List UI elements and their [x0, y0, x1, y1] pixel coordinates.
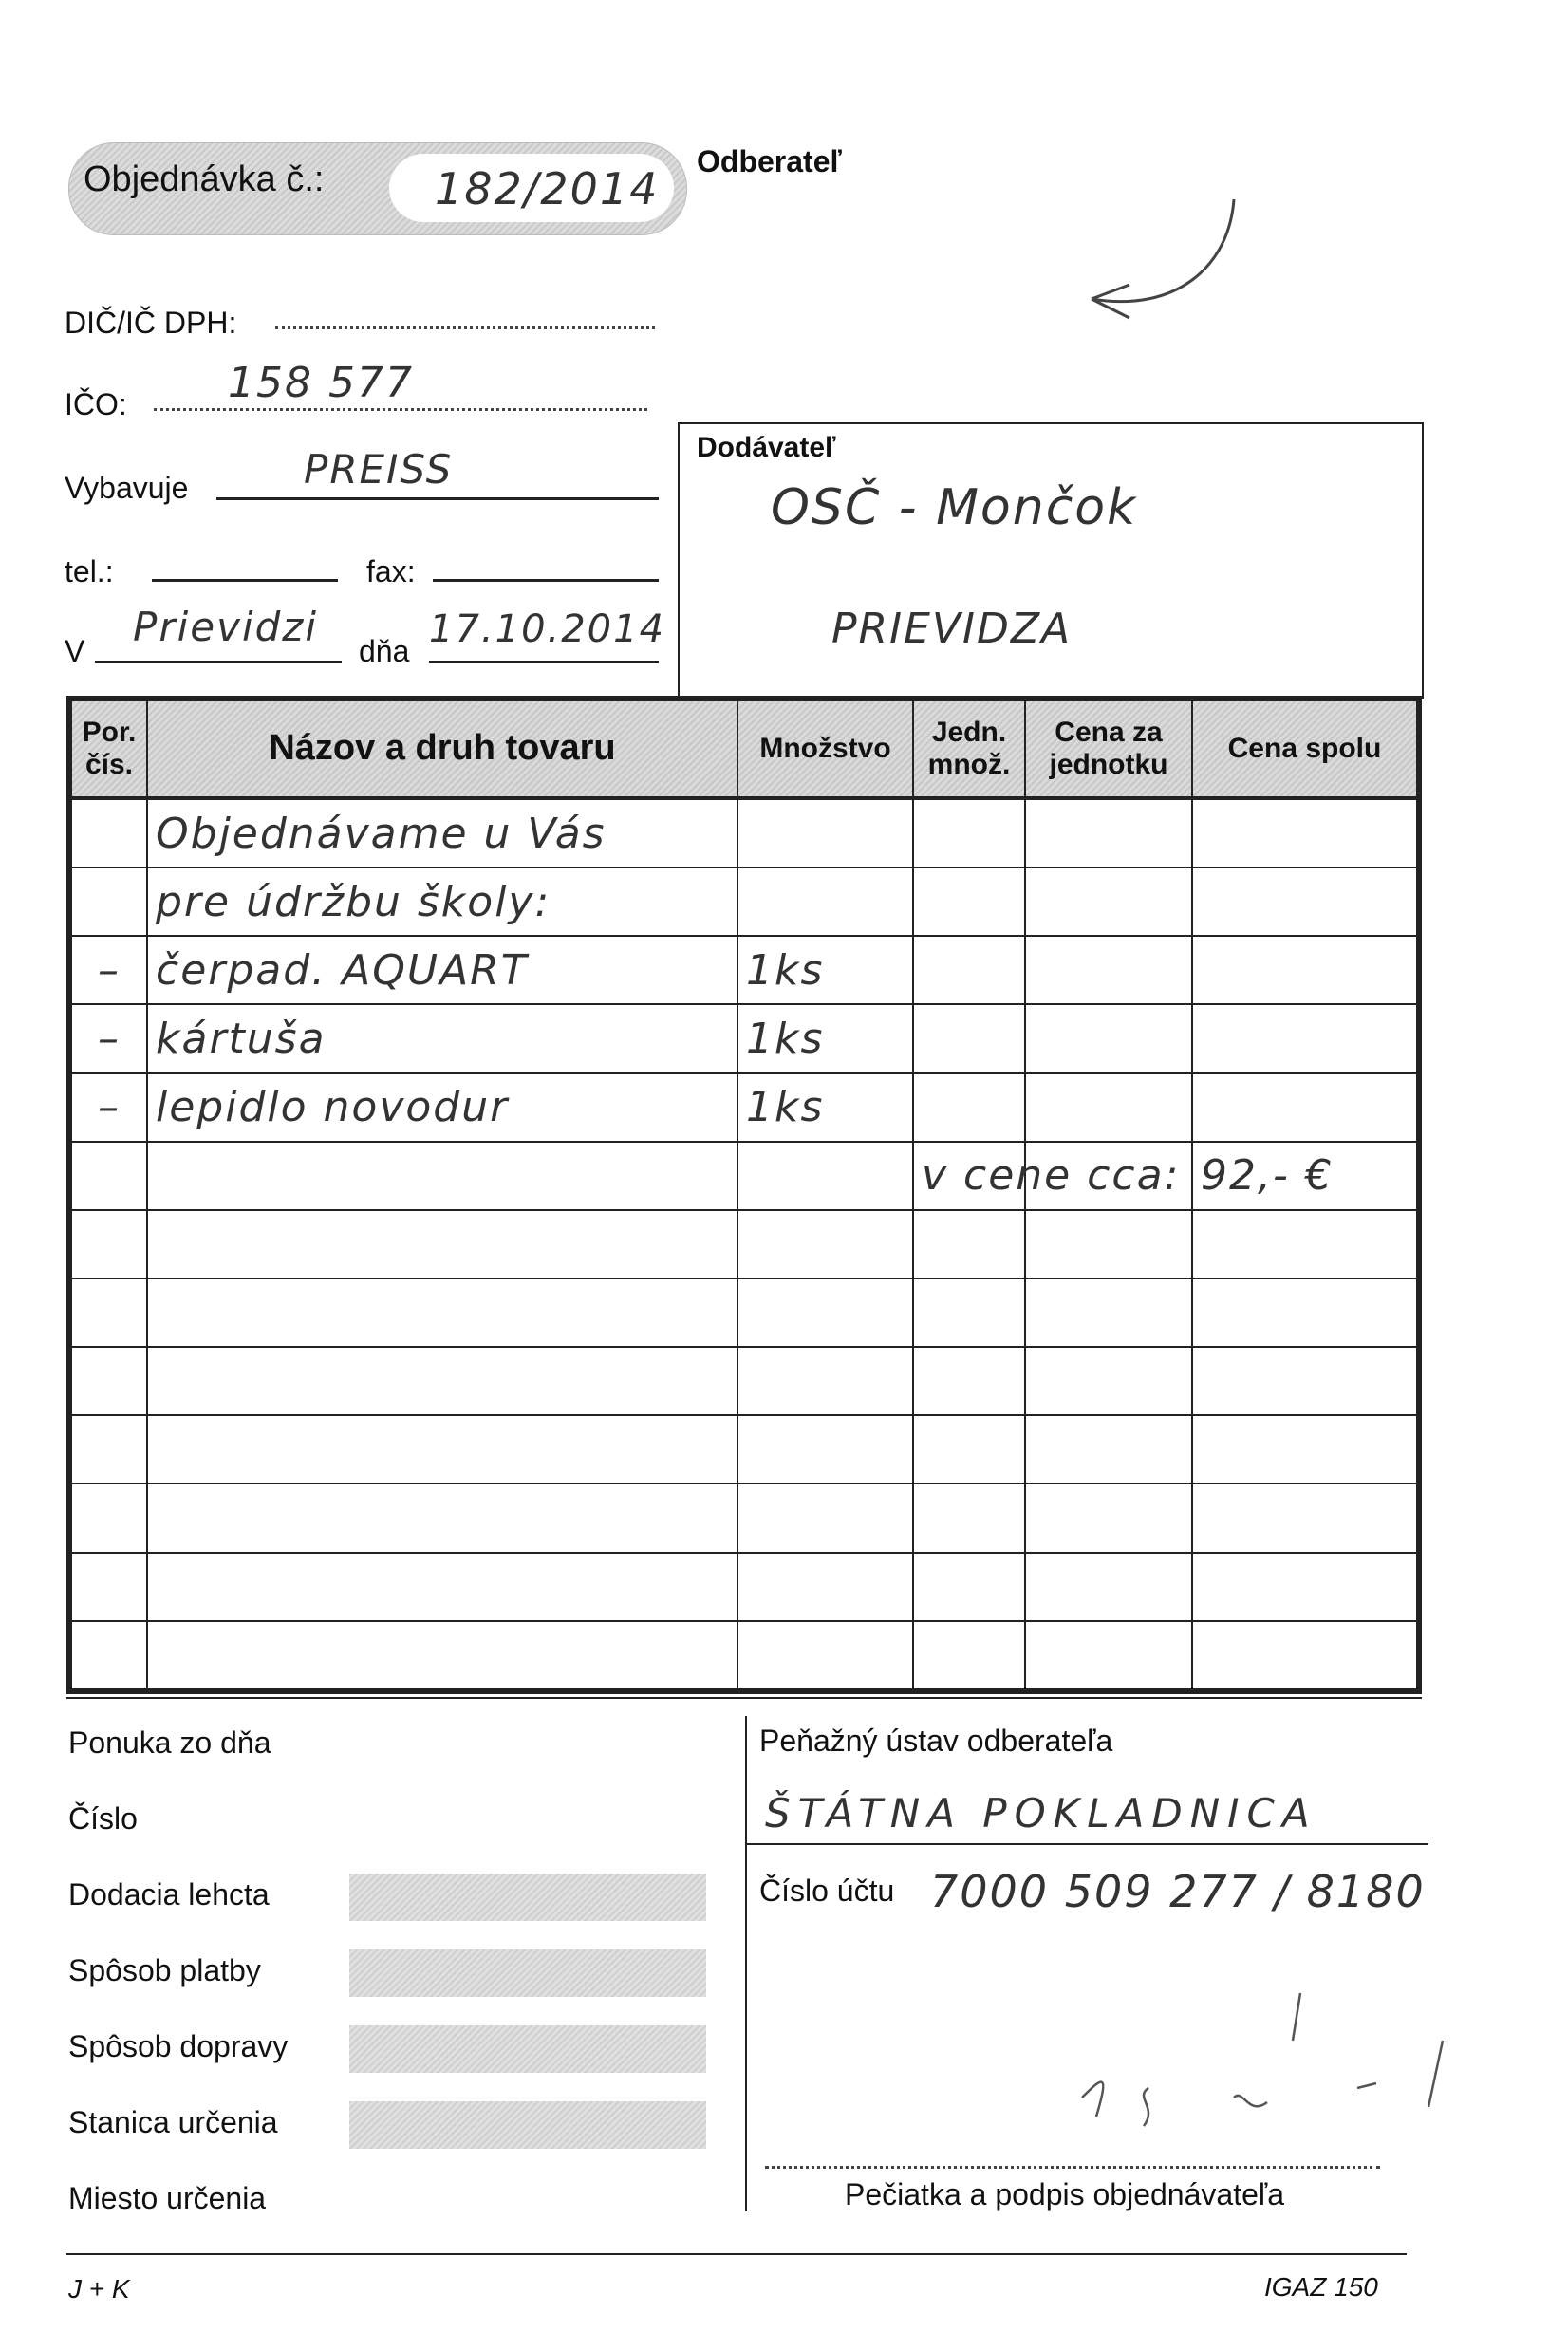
item-unit[interactable]: v cene cca:: [913, 1142, 1025, 1210]
supplier-name: OSČ - Mončok: [771, 479, 1138, 536]
delivery-term-field[interactable]: [349, 1874, 706, 1921]
bank-divider: [745, 1843, 1428, 1845]
item-total[interactable]: [1192, 1073, 1417, 1142]
ico-value: 158 577: [228, 359, 414, 407]
signature-line: [765, 2166, 1380, 2169]
item-quantity[interactable]: [737, 1483, 913, 1552]
item-unit[interactable]: [913, 1347, 1025, 1415]
header-name: Názov a druh tovaru: [147, 700, 737, 798]
item-total[interactable]: [1192, 1004, 1417, 1072]
fax-label: fax:: [366, 554, 416, 588]
item-unit-price[interactable]: [1025, 1073, 1192, 1142]
item-unit-price[interactable]: [1025, 1004, 1192, 1072]
item-unit-price[interactable]: [1025, 1483, 1192, 1552]
item-unit-price[interactable]: [1025, 798, 1192, 867]
header-unit-price: Cena za jednotku: [1025, 700, 1192, 798]
header-number: Por. čís.: [71, 700, 147, 798]
handwritten-arrow-icon: [1063, 190, 1253, 323]
item-unit-price[interactable]: [1025, 1278, 1192, 1347]
item-name[interactable]: [147, 1483, 737, 1552]
item-total[interactable]: [1192, 936, 1417, 1004]
place-value: Prievidzi: [133, 604, 319, 650]
item-unit[interactable]: [913, 798, 1025, 867]
customer-label: Odberateľ: [697, 144, 842, 178]
destination-label: Miesto určenia: [68, 2181, 267, 2215]
offer-label: Ponuka zo dňa: [68, 1725, 271, 1760]
publisher-mark: J + K: [68, 2274, 130, 2303]
footer-vertical-divider: [745, 1716, 747, 2211]
item-unit[interactable]: [913, 867, 1025, 936]
table-header-row: [71, 700, 1417, 798]
bottom-divider: [66, 2253, 1407, 2255]
order-label: Objednávka č.:: [84, 159, 325, 199]
items-table: [66, 696, 1422, 1694]
item-name[interactable]: [147, 1415, 737, 1483]
item-quantity[interactable]: [737, 867, 913, 936]
account-label: Číslo účtu: [759, 1874, 895, 1908]
item-total[interactable]: 92,- €: [1192, 1142, 1417, 1210]
item-unit-price[interactable]: [1025, 867, 1192, 936]
item-name[interactable]: Objednávame u Vás: [147, 798, 737, 867]
item-total[interactable]: [1192, 798, 1417, 867]
order-number-value: 182/2014: [435, 163, 660, 214]
item-total[interactable]: [1192, 1621, 1417, 1689]
item-unit-price[interactable]: [1025, 1415, 1192, 1483]
footer-divider: [66, 1697, 1422, 1699]
row-number[interactable]: –: [71, 936, 147, 1004]
row-number[interactable]: [71, 1415, 147, 1483]
supplier-box: [678, 422, 1424, 699]
item-name[interactable]: [147, 1347, 737, 1415]
item-unit-price[interactable]: [1025, 1621, 1192, 1689]
item-total[interactable]: [1192, 1210, 1417, 1278]
item-quantity[interactable]: 1ks: [737, 1073, 913, 1142]
table-row: [71, 1553, 1417, 1621]
table-row: [71, 798, 1417, 867]
handler-label: Vybavuje: [65, 471, 189, 505]
date-field[interactable]: [429, 661, 659, 663]
item-total[interactable]: [1192, 1347, 1417, 1415]
row-number[interactable]: [71, 1210, 147, 1278]
header-total: Cena spolu: [1192, 700, 1417, 798]
fax-field[interactable]: [433, 579, 659, 582]
table-row: [71, 1210, 1417, 1278]
item-unit[interactable]: [913, 1483, 1025, 1552]
item-quantity[interactable]: 1ks: [737, 1004, 913, 1072]
table-row: [71, 1415, 1417, 1483]
item-quantity[interactable]: [737, 1142, 913, 1210]
form-code: IGAZ 150: [1264, 2272, 1378, 2302]
row-number[interactable]: [71, 1142, 147, 1210]
number-label: Číslo: [68, 1801, 138, 1836]
bank-label: Peňažný ústav odberateľa: [759, 1724, 1113, 1758]
account-value: 7000 509 277 / 8180: [930, 1866, 1426, 1917]
station-label: Stanica určenia: [68, 2105, 278, 2139]
row-number[interactable]: [71, 1553, 147, 1621]
handler-field[interactable]: [216, 497, 659, 500]
place-field[interactable]: [95, 661, 342, 663]
ico-label: IČO:: [65, 387, 127, 421]
item-total[interactable]: [1192, 1415, 1417, 1483]
table-row: [71, 1073, 1417, 1142]
item-total[interactable]: [1192, 867, 1417, 936]
supplier-city: PRIEVIDZA: [831, 605, 1073, 653]
item-name[interactable]: [147, 1210, 737, 1278]
item-unit-price[interactable]: [1025, 936, 1192, 1004]
row-number[interactable]: –: [71, 1073, 147, 1142]
row-number[interactable]: [71, 798, 147, 867]
table-row: [71, 1483, 1417, 1552]
table-row: [71, 936, 1417, 1004]
item-unit[interactable]: [913, 1621, 1025, 1689]
item-total[interactable]: [1192, 1483, 1417, 1552]
tel-label: tel.:: [65, 554, 114, 588]
date-value: 17.10.2014: [429, 607, 666, 651]
bank-value: ŠTÁTNA POKLADNICA: [765, 1790, 1317, 1837]
date-label: dňa: [359, 634, 410, 668]
row-number[interactable]: [71, 1483, 147, 1552]
item-name[interactable]: lepidlo novodur: [147, 1073, 737, 1142]
item-unit[interactable]: [913, 1073, 1025, 1142]
row-number[interactable]: [71, 1278, 147, 1347]
item-quantity[interactable]: [737, 1553, 913, 1621]
row-number[interactable]: [71, 867, 147, 936]
row-number[interactable]: [71, 1347, 147, 1415]
handler-value: PREISS: [304, 446, 454, 493]
item-name[interactable]: [147, 1621, 737, 1689]
item-quantity[interactable]: [737, 1621, 913, 1689]
item-unit[interactable]: [913, 1004, 1025, 1072]
table-row: [71, 1142, 1417, 1210]
stamp-label: Pečiatka a podpis objednávateľa: [845, 2177, 1284, 2211]
table-row: [71, 867, 1417, 936]
item-unit-price[interactable]: [1025, 1210, 1192, 1278]
header-quantity: Množstvo: [737, 700, 913, 798]
table-row: [71, 1278, 1417, 1347]
item-name[interactable]: kártuša: [147, 1004, 737, 1072]
supplier-label: Dodávateľ: [697, 432, 836, 463]
item-quantity[interactable]: [737, 1278, 913, 1347]
item-quantity[interactable]: 1ks: [737, 936, 913, 1004]
item-quantity[interactable]: [737, 1415, 913, 1483]
item-unit[interactable]: [913, 1278, 1025, 1347]
item-name[interactable]: čerpad. AQUART: [147, 936, 737, 1004]
item-name[interactable]: [147, 1553, 737, 1621]
item-unit[interactable]: [913, 1553, 1025, 1621]
tel-field[interactable]: [152, 579, 338, 582]
item-unit[interactable]: [913, 1210, 1025, 1278]
item-name[interactable]: [147, 1142, 737, 1210]
dic-field[interactable]: [275, 326, 655, 329]
payment-field[interactable]: [349, 1949, 706, 1997]
dic-label: DIČ/IČ DPH:: [65, 306, 237, 340]
item-unit-price[interactable]: [1025, 1347, 1192, 1415]
item-quantity[interactable]: [737, 1210, 913, 1278]
table-row: [71, 1004, 1417, 1072]
item-total[interactable]: [1192, 1553, 1417, 1621]
signature-icon: [1044, 1984, 1481, 2145]
item-unit[interactable]: [913, 1415, 1025, 1483]
ico-field[interactable]: [154, 408, 647, 411]
transport-label: Spôsob dopravy: [68, 2029, 289, 2063]
payment-label: Spôsob platby: [68, 1953, 261, 1987]
item-unit-price[interactable]: [1025, 1553, 1192, 1621]
station-field[interactable]: [349, 2101, 706, 2149]
row-number[interactable]: [71, 1621, 147, 1689]
item-total[interactable]: [1192, 1278, 1417, 1347]
table-row: [71, 1347, 1417, 1415]
header-unit: Jedn. množ.: [913, 700, 1025, 798]
place-label: V: [65, 634, 85, 668]
item-name[interactable]: pre údržbu školy:: [147, 867, 737, 936]
item-unit[interactable]: [913, 936, 1025, 1004]
table-row: [71, 1621, 1417, 1689]
item-name[interactable]: [147, 1278, 737, 1347]
item-quantity[interactable]: [737, 1347, 913, 1415]
item-quantity[interactable]: [737, 798, 913, 867]
delivery-term-label: Dodacia lehcta: [68, 1877, 270, 1912]
row-number[interactable]: –: [71, 1004, 147, 1072]
transport-field[interactable]: [349, 2025, 706, 2073]
